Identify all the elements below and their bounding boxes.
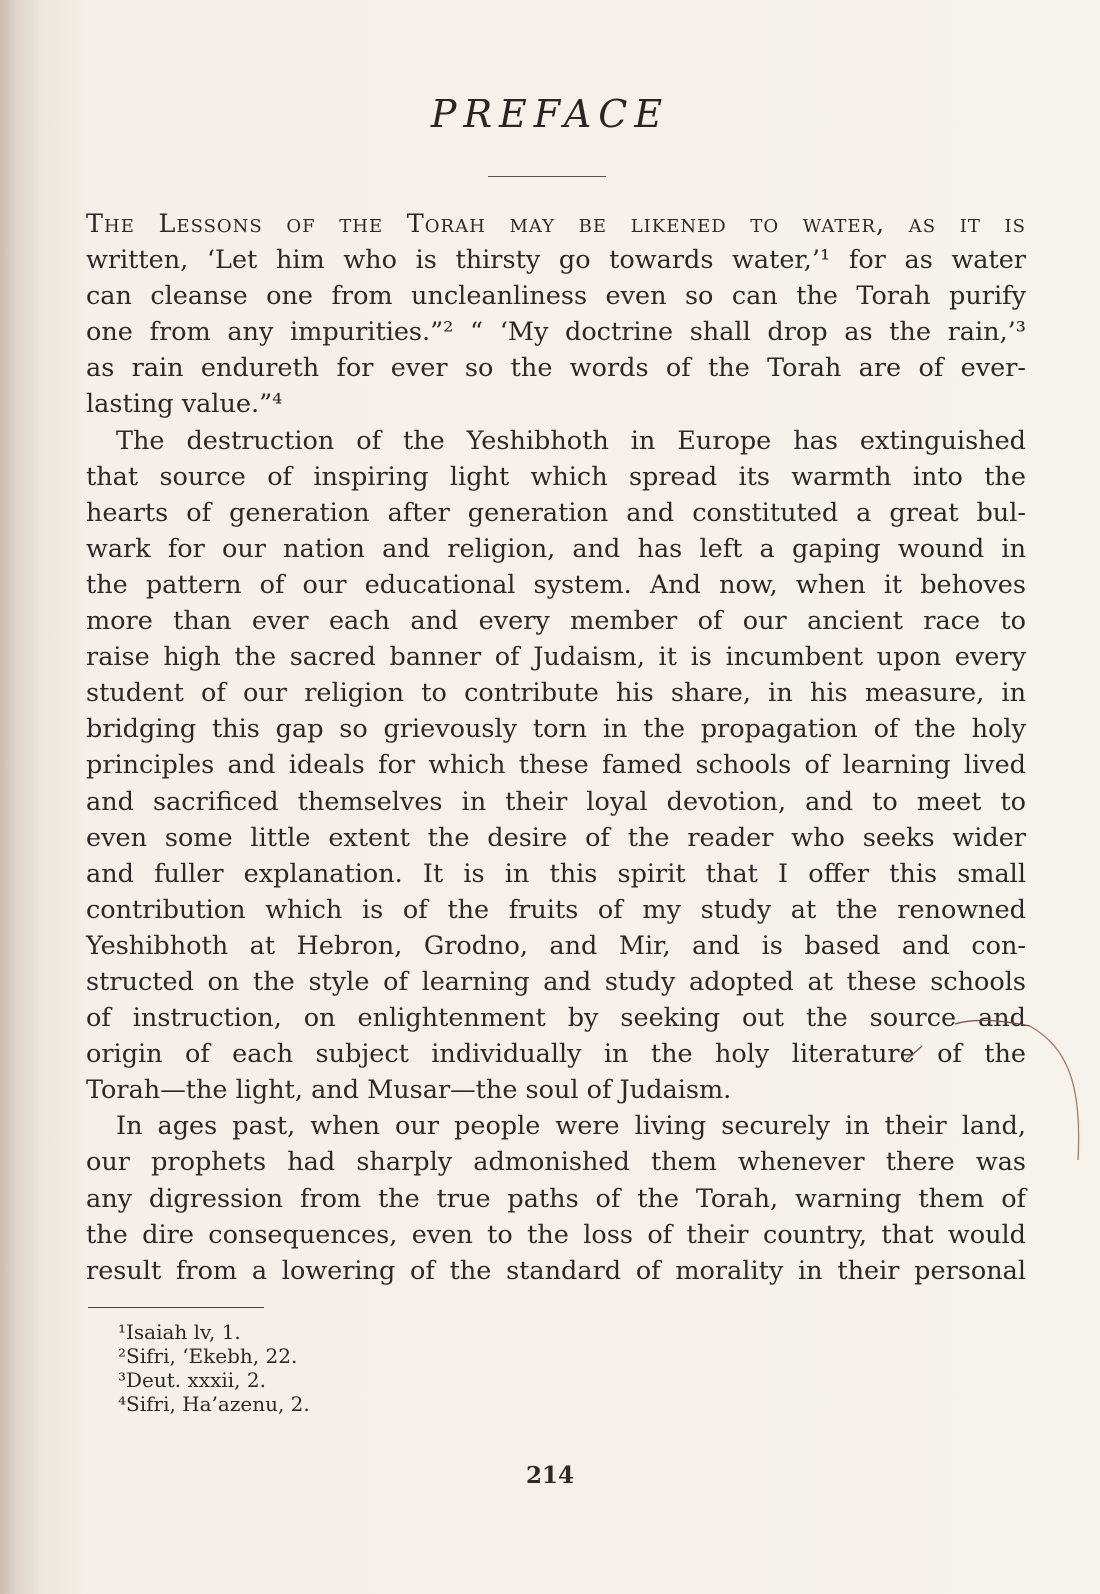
body-line: the pattern of our educational system. And now, when it behoves <box>86 569 1026 600</box>
body-line: one from any impurities.”² “ ‘My doctrine shall drop as the rain,’³ <box>86 317 1026 348</box>
body-line: the dire consequences, even to the loss of their country, that would <box>86 1219 1026 1250</box>
body-line: any digression from the true paths of the Torah, warning them of <box>86 1183 1026 1214</box>
body-line: our prophets had sharply admonished them whenever there was <box>86 1147 1026 1178</box>
body-line: Torah—the light, and Musar—the soul of Judaism. <box>86 1075 732 1106</box>
body-line: contribution which is of the fruits of my study at the renowned <box>86 894 1026 925</box>
preface-body <box>86 206 1026 1289</box>
body-line: Yeshibhoth at Hebron, Grodno, and Mir, and is based and con- <box>86 930 1026 961</box>
body-line: In ages past, when our people were living securely in their land, <box>116 1111 1026 1142</box>
body-line: and sacrificed themselves in their loyal devotion, and to meet to <box>86 786 1026 817</box>
footnotes <box>118 1320 310 1416</box>
pencil-margin-arc <box>1030 1026 1079 1160</box>
body-line: student of our religion to contribute his share, in his measure, in <box>86 678 1026 709</box>
body-line: origin of each subject individually in the holy literature of the <box>86 1039 1026 1070</box>
body-line: can cleanse one from uncleanliness even so can the Torah purify <box>86 281 1026 312</box>
body-line: even some little extent the desire of the reader who seeks wider <box>86 822 1026 853</box>
page-title: PREFACE <box>430 92 670 136</box>
page-number: 214 <box>525 1462 574 1489</box>
title-divider <box>488 176 606 177</box>
body-line: The destruction of the Yeshibhoth in Europe has extinguished <box>116 425 1026 456</box>
body-line: more than ever each and every member of our ancient race to <box>86 606 1026 637</box>
footnote: ²Sifri, ‘Ekebh, 22. <box>118 1344 298 1368</box>
footnote: ⁴Sifri, Ha’azenu, 2. <box>118 1392 310 1416</box>
body-line: hearts of generation after generation and constituted a great bul- <box>86 497 1026 528</box>
body-line: structed on the style of learning and study adopted at these schools <box>86 966 1026 997</box>
body-line: that source of inspiring light which spread its warmth into the <box>86 461 1026 492</box>
body-line: The Lessons of the Torah may be likened to water, as it is <box>86 209 1026 239</box>
body-line: and fuller explanation. It is in this spirit that I offer this small <box>86 858 1026 889</box>
body-line: written, ‘Let him who is thirsty go towards water,’¹ for as water <box>86 245 1026 276</box>
body-line: as rain endureth for ever so the words of the Torah are of ever- <box>86 353 1026 384</box>
body-line: of instruction, on enlightenment by seeking out the source and <box>86 1003 1026 1034</box>
body-line: lasting value.”⁴ <box>86 389 283 420</box>
footnote-divider <box>88 1307 264 1308</box>
body-line: raise high the sacred banner of Judaism, it is incumbent upon every <box>86 642 1026 673</box>
body-line: principles and ideals for which these famed schools of learning lived <box>86 750 1026 781</box>
body-line: wark for our nation and religion, and has left a gaping wound in <box>86 533 1026 564</box>
body-line: result from a lowering of the standard of morality in their personal <box>86 1255 1026 1286</box>
footnote: ³Deut. xxxii, 2. <box>118 1368 266 1392</box>
body-line: bridging this gap so grievously torn in the propagation of the holy <box>86 714 1026 745</box>
footnote: ¹Isaiah lv, 1. <box>118 1320 241 1344</box>
